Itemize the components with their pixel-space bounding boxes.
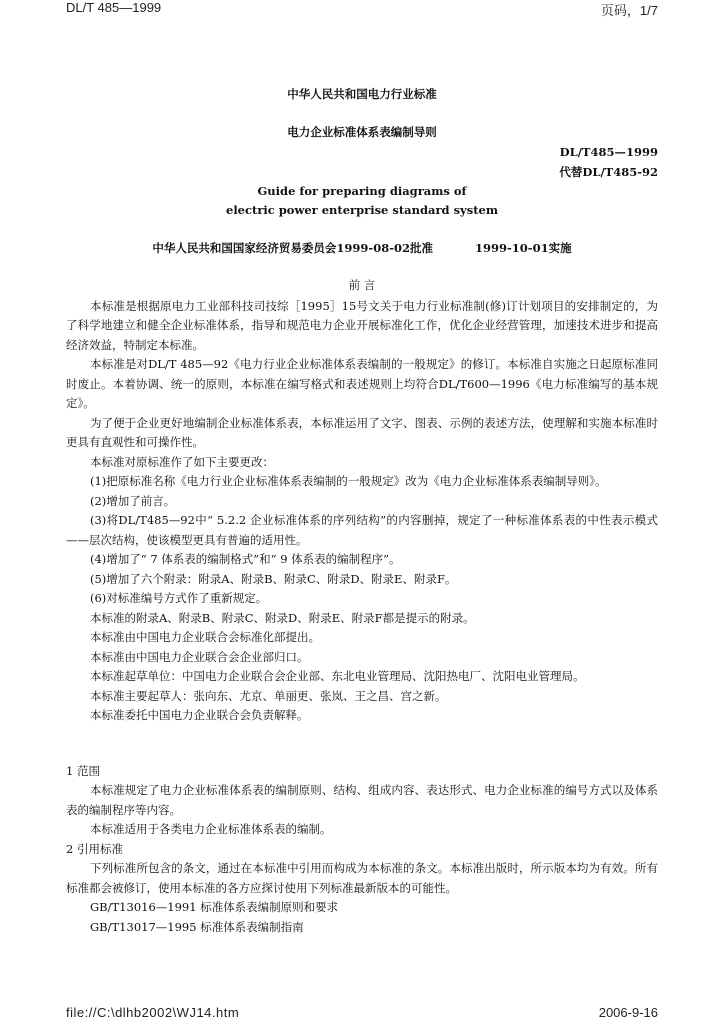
foreword-paragraph: 本标准起草单位：中国电力企业联合会企业部、东北电业管理局、沈阳热电厂、沈阳电业管理局。 bbox=[90, 669, 585, 683]
change-item: (2)增加了前言。 bbox=[90, 493, 176, 508]
foreword-paragraph: 本标准对原标准作了如下主要更改： bbox=[90, 454, 274, 469]
standard-code: DL/T485—1999 bbox=[559, 145, 658, 159]
approval-line bbox=[0, 240, 724, 256]
page-number: 页码，1/7 bbox=[600, 3, 658, 18]
change-item: (4)增加了“ 7 体系表的编制格式”和“ 9 体系表的编制程序”。 bbox=[90, 552, 401, 566]
foreword-paragraph: 本标准由中国电力企业联合会企业部归口。 bbox=[90, 649, 309, 664]
referenced-standard: GB/T13017—1995 标准体系表编制指南 bbox=[90, 919, 304, 934]
replaces-code: 代替DL/T485-92 bbox=[559, 165, 658, 179]
foreword-paragraph: 本标准主要起草人：张向东、尤京、单丽更、张岚、王之昌、宫之新。 bbox=[90, 688, 447, 703]
implementation-date: 1999-10-01实施 bbox=[475, 241, 572, 255]
referenced-standard: GB/T13016—1991 标准体系表编制原则和要求 bbox=[90, 900, 339, 914]
industry-standard-label: 中华人民共和国电力行业标准 bbox=[287, 87, 437, 101]
section-2-paragraph: 下列标准所包含的条文，通过在本标准中引用而构成为本标准的条文。本标准出版时，所示版本均为有效。所有标准都会被修订，使用本标准的各方应探讨使用下列标准最新版本的可能性。 bbox=[66, 861, 658, 895]
change-item: (1)把原标准名称《电力行业企业标准体系表编制的一般规定》改为《电力企业标准体系表编制导则》。 bbox=[90, 474, 607, 488]
foreword-paragraph: 为了便于企业更好地编制企业标准体系表，本标准运用了文字、图表、示例的表述方法，使理解和实施本标准时更具有直观性和可操作性。 bbox=[66, 415, 658, 449]
section-1-paragraph: 本标准规定了电力企业标准体系表的编制原则、结构、组成内容、表达形式、电力企业标准的编号方式以及体系表的编制程序等内容。 bbox=[66, 783, 658, 817]
section-2-heading: 2 引用标准 bbox=[66, 841, 123, 856]
foreword-paragraph: 本标准委托中国电力企业联合会负责解释。 bbox=[90, 708, 309, 722]
page-header-code: DL/T 485—1999 bbox=[66, 0, 162, 15]
foreword-paragraph: 本标准的附录A、附录B、附录C、附录D、附录E、附录F都是提示的附录。 bbox=[90, 610, 475, 625]
footer-date: 2006-9-16 bbox=[598, 1005, 658, 1020]
change-item: (3)将DL/T485—92中“ 5.2.2 企业标准体系的序列结构”的内容删掉，规定了一种标准体系表的中性表示模式——层次结构，使该模型更具有普遍的适用性。 bbox=[66, 513, 658, 547]
english-title-line-2: electric power enterprise standard system bbox=[226, 203, 498, 217]
section-1-paragraph: 本标准适用于各类电力企业标准体系表的编制。 bbox=[90, 822, 332, 836]
foreword-paragraph: 本标准是对DL/T 485—92《电力行业企业标准体系表编制的一般规定》的修订。本标准自实施之日起原标准同时废止。本着协调、统一的原则，本标准在编写格式和表述规则上均符合DL/T600—1996《电力标准编写的基本规定》。 bbox=[66, 357, 658, 410]
foreword-paragraph: 本标准是根据原电力工业部科技司技综［1995］15号文关于电力行业标准制(修)订计划项目的安排制定的，为了科学地建立和健全企业标准体系，指导和规范电力企业开展标准化工作，优化企业经营管理，加速技术进步和提高经济效益，特制定本标准。 bbox=[66, 298, 658, 352]
file-path: file://C:\dlhb2002\WJ14.htm bbox=[66, 1005, 240, 1020]
foreword-heading: 前 言 bbox=[348, 278, 376, 292]
english-title-line-1: Guide for preparing diagrams of bbox=[257, 184, 467, 198]
document-body bbox=[66, 276, 658, 937]
change-item: (5)增加了六个附录：附录A、附录B、附录C、附录D、附录E、附录F。 bbox=[90, 571, 457, 586]
approval-text: 中华人民共和国国家经济贸易委员会1999-08-02批准 bbox=[152, 241, 433, 255]
document-title: 电力企业标准体系表编制导则 bbox=[287, 125, 437, 139]
change-item: (6)对标准编号方式作了重新规定。 bbox=[90, 591, 268, 605]
section-1-heading: 1 范围 bbox=[66, 763, 100, 778]
foreword-paragraph: 本标准由中国电力企业联合会标准化部提出。 bbox=[90, 630, 320, 644]
